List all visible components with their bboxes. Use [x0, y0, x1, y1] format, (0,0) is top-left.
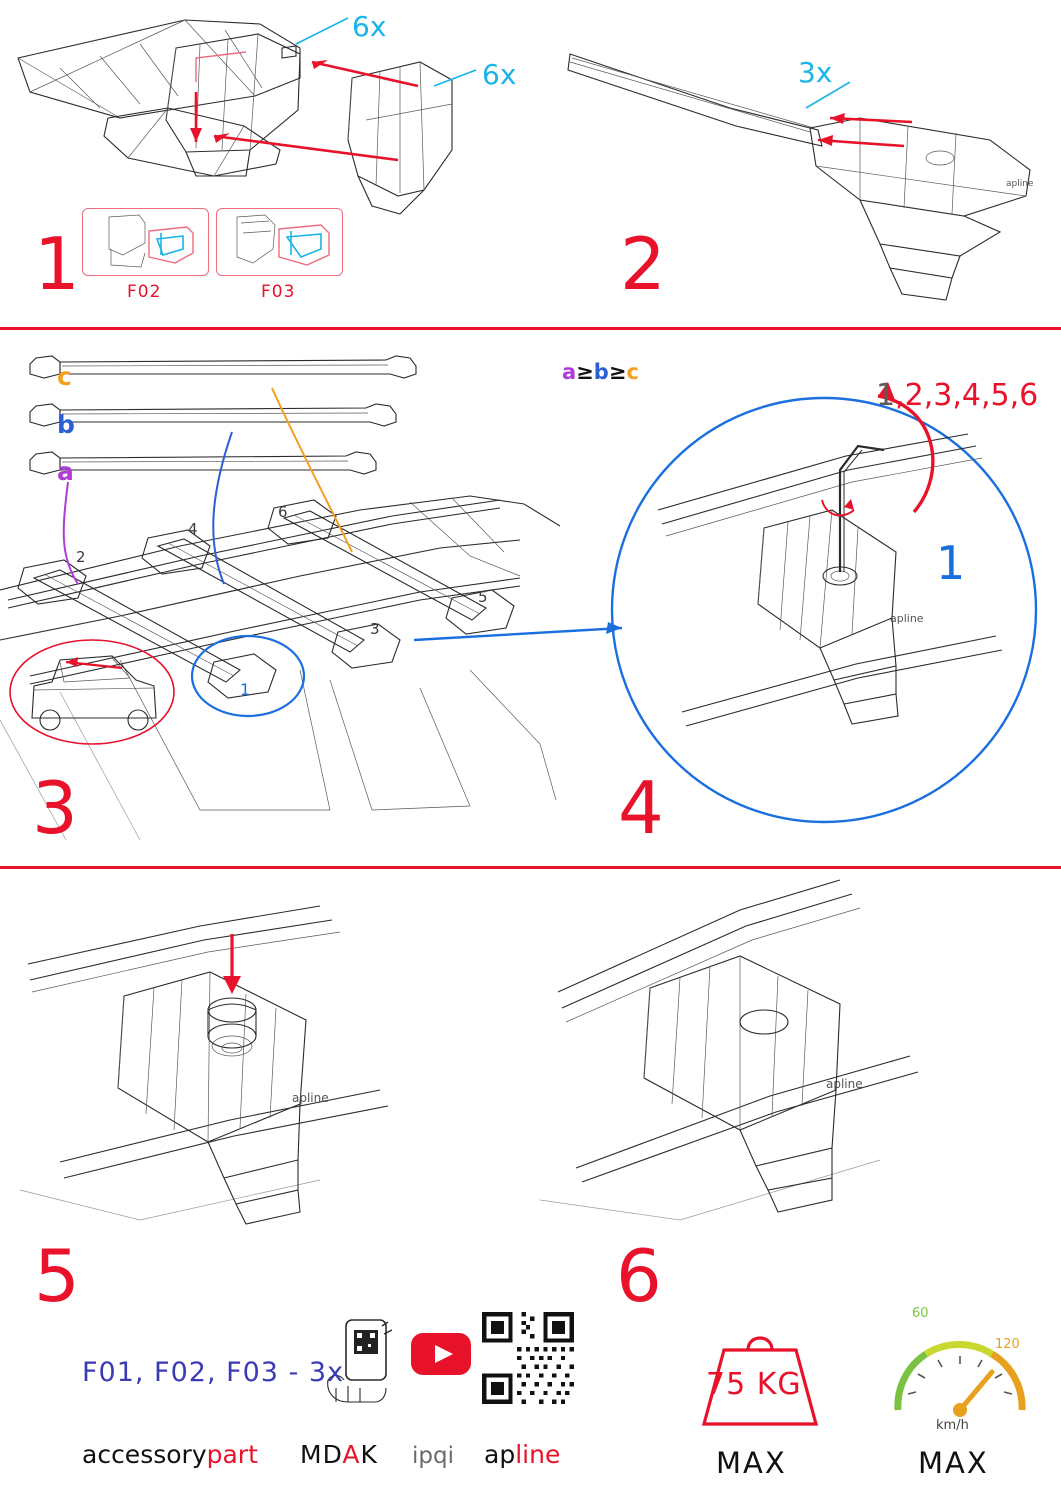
- brand-apline-accent: line: [515, 1440, 561, 1469]
- step-number-3: 3: [32, 766, 77, 850]
- youtube-icon[interactable]: [410, 1332, 472, 1376]
- tightening-sequence-first: 1: [876, 378, 896, 413]
- brand-accessorypart-prefix: accessory: [82, 1440, 207, 1469]
- position-number-1: 1: [240, 680, 251, 699]
- brand-mdak-accent: A: [342, 1440, 361, 1469]
- qr-code: [482, 1312, 574, 1404]
- qty-label-step2: 3x: [798, 56, 833, 89]
- position-number-5: 5: [478, 588, 488, 606]
- brand-accessorypart: [82, 1440, 258, 1469]
- position-number-3: 3: [370, 620, 380, 638]
- part-chip-f02-label: F02: [127, 282, 162, 302]
- brand-mdak-suffix: K: [360, 1440, 378, 1469]
- brand-mdak: [300, 1440, 378, 1469]
- vehicle-orientation-inset: [4, 630, 184, 760]
- section-divider-1: [0, 327, 1061, 330]
- position-number-4: 4: [188, 520, 198, 538]
- gauge-tick-120: 120: [995, 1337, 1020, 1352]
- brand-accessorypart-accent: part: [206, 1440, 258, 1469]
- step4-detail-number: 1: [936, 536, 966, 590]
- part-chip-f02: [82, 208, 209, 276]
- brand-ipqi: ipqi: [412, 1443, 454, 1469]
- brand-apline-prefix: ap: [484, 1440, 516, 1469]
- section-divider-2: [0, 866, 1061, 869]
- tightening-sequence: [876, 378, 1038, 413]
- inequality-sign-1: ≥: [576, 360, 594, 384]
- step-number-4: 4: [618, 766, 663, 850]
- weight-limit-value: 75 KG: [706, 1367, 802, 1402]
- speed-max-label: MAX: [918, 1446, 989, 1480]
- step4-illustration: [593, 360, 1056, 860]
- speed-unit-label: km/h: [936, 1418, 969, 1433]
- svg-text:apline: apline: [890, 612, 924, 625]
- step3-illustration: [0, 340, 560, 860]
- svg-text:apline: apline: [826, 1077, 863, 1091]
- bar-letter-a: a: [57, 457, 74, 486]
- step-number-2: 2: [620, 222, 665, 306]
- brand-apline: [484, 1440, 560, 1469]
- step5-illustration: [20, 890, 520, 1230]
- bar-letter-b: b: [57, 410, 75, 439]
- part-chip-f03-label: F03: [261, 282, 296, 302]
- tightening-sequence-rest: ,2,3,4,5,6: [895, 378, 1039, 413]
- position-number-6: 6: [278, 503, 288, 521]
- part-chip-f02-drawing: [83, 209, 208, 275]
- gauge-tick-60: 60: [912, 1306, 929, 1321]
- bar-letter-c: c: [57, 362, 72, 391]
- part-chip-f03: [216, 208, 343, 276]
- step6-illustration: [540, 880, 1020, 1220]
- position-number-2: 2: [76, 548, 86, 566]
- svg-text:apline: apline: [292, 1091, 329, 1105]
- step-number-5: 5: [34, 1234, 79, 1318]
- step-number-6: 6: [616, 1234, 661, 1318]
- weight-max-label: MAX: [716, 1446, 787, 1480]
- inequality-c: c: [626, 360, 639, 384]
- brand-mdak-prefix: MD: [300, 1440, 343, 1469]
- part-chip-f03-drawing: [217, 209, 342, 275]
- svg-text:apline: apline: [1006, 179, 1034, 189]
- qty-label-right: 6x: [482, 58, 517, 91]
- brand-row: [82, 1440, 582, 1480]
- inequality-b: b: [593, 360, 609, 384]
- step-number-1: 1: [34, 222, 79, 306]
- inequality-sign-2: ≥: [608, 360, 627, 384]
- part-codes-label: F01, F02, F03 - 3x: [82, 1357, 345, 1388]
- inequality-a: a: [562, 360, 577, 384]
- qty-label-top: 6x: [352, 10, 387, 43]
